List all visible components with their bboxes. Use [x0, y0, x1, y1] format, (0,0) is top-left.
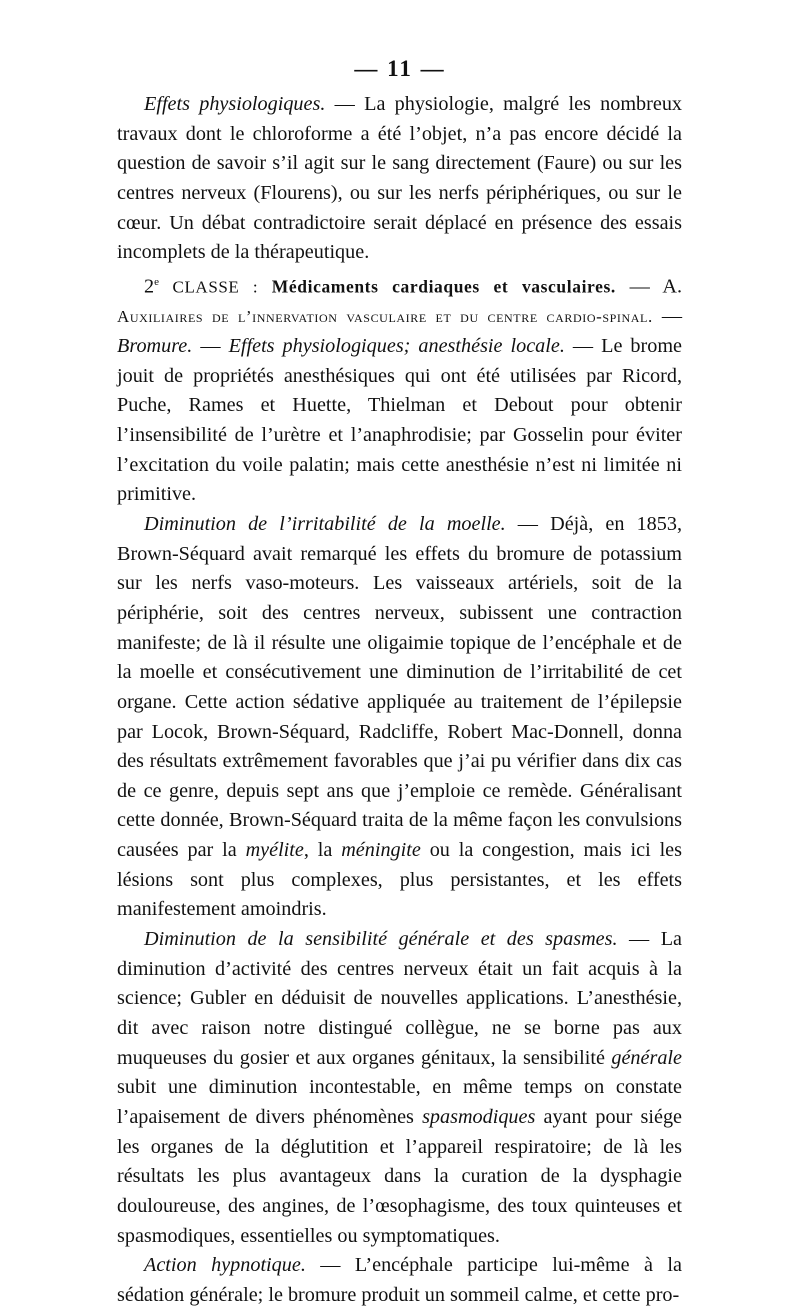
paragraph-text: ou la congestion, mais ici les lésions sont plus complexes, plus persistantes, et les effets manifestement amoindris. — [117, 839, 682, 921]
paragraph-effets-physiologiques — [117, 90, 682, 268]
paragraph-text: , la — [303, 839, 342, 862]
paragraph-text: — L’encéphale participe lui-même à la sédation générale; le bromure produit un sommeil calme, et cette pro- — [117, 1254, 682, 1306]
paragraph-heading: Effets physiologiques. — [144, 93, 326, 115]
dash: — — [192, 334, 229, 357]
class-number: 2 — [144, 275, 155, 298]
paragraph-hypnotique — [117, 1251, 682, 1310]
paragraph-class-heading — [117, 268, 682, 510]
paragraph-irritabilite — [117, 510, 682, 925]
page-number: — 11 — — [354, 56, 446, 81]
paragraph-text: — La diminution d’activité des centres nerveux était un fait acquis à la science; Gubler en déduisit de nouvelles applications. L’anesthésie, dit avec raison notre distingué collègue, ne se borne pas aux muqueuses du gosier et aux organes génitaux, la sensibilité — [117, 928, 682, 1069]
paragraph-text: — Déjà, en 1853, Brown-Séquard avait remarqué les effets du bromure de potassium sur les nerfs vaso-moteurs. Les vaisseaux artériels, soit de la périphérie, soit des centres nerveux, subissent une contraction manifeste; de là il résulte une oligaimie topique de l’encéphale et de la moelle et consécutivement une diminution de l’irritabilité de cet organe. Cette action sédative appliquée au traitement de l’épilepsie par Locok, Brown-Séquard, Radcliffe, Robert Mac-Donnell, donna des résultats extrêmement favorables que j’ai pu vérifier dans dix cas de ce genre, depuis sept ans que j’emploie ce remède. Généralisant cette donnée, Brown-Séquard traita de la même façon les convulsions causées par la — [117, 512, 682, 862]
italic-term: méningite — [341, 839, 421, 862]
class-title: Médicaments cardiaques et vasculaires. — [271, 276, 616, 297]
paragraph-text: subit une diminution incontestable, en même temps on constate l’apaisement de divers phénomènes — [117, 1076, 682, 1129]
paragraph-heading: Action hypnotique. — [144, 1254, 306, 1277]
class-number-superscript: e — [154, 275, 159, 288]
paragraph-heading: Diminution de la sensibilité générale et des spasmes. — [144, 928, 618, 951]
paragraph-text: — La physiologie, malgré les nombreux travaux dont le chloroforme a été l’objet, n’a pas encore décidé la question de savoir s’il agit sur le sang directement (Faure) ou sur les centres nerveux (Flourens), ou sur les nerfs périphériques, ou sur le cœur. Un débat contradictoire serait déplacé en présence des essais incomplets de la thérapeutique. — [117, 93, 683, 264]
dash: — A. — [615, 275, 682, 298]
italic-term: spasmodiques — [422, 1106, 536, 1129]
dash: — — [652, 305, 682, 328]
paragraph-text: — Le brome jouit de propriétés anesthésiques qui ont été utilisées par Ricord, Puche, Rames et Huette, Thielman et Debout pour obtenir l’insensibilité de l’urètre et l’anaphrodisie; par Gosselin pour éviter l’excitation du voile palatin; mais cette anesthésie n’est ni limitée ni primitive. — [117, 334, 682, 506]
class-subtitle: Auxiliaires de l’innervation vasculaire et du centre cardio-spinal. — [117, 307, 653, 327]
paragraph-sensibilite — [117, 925, 682, 1251]
paragraph-heading: Diminution de l’irritabilité de la moelle. — [144, 512, 506, 535]
body-text — [117, 90, 682, 1311]
italic-term: myélite — [245, 839, 304, 862]
effects-heading: Effets physiologiques; anesthésie locale. — [228, 334, 565, 357]
paragraph-text: ayant pour siége les organes de la déglutition et l’appareil respiratoire; de là les résultats les plus avantageux dans la curation de la dysphagie douloureuse, des angines, de l’œsophagisme, des toux quinteuses et spasmodiques, essentielles ou symptomatiques. — [117, 1106, 683, 1247]
drug-name: Bromure. — [117, 334, 193, 357]
class-label: CLASSE : — [158, 277, 272, 297]
italic-term: générale — [611, 1046, 682, 1069]
